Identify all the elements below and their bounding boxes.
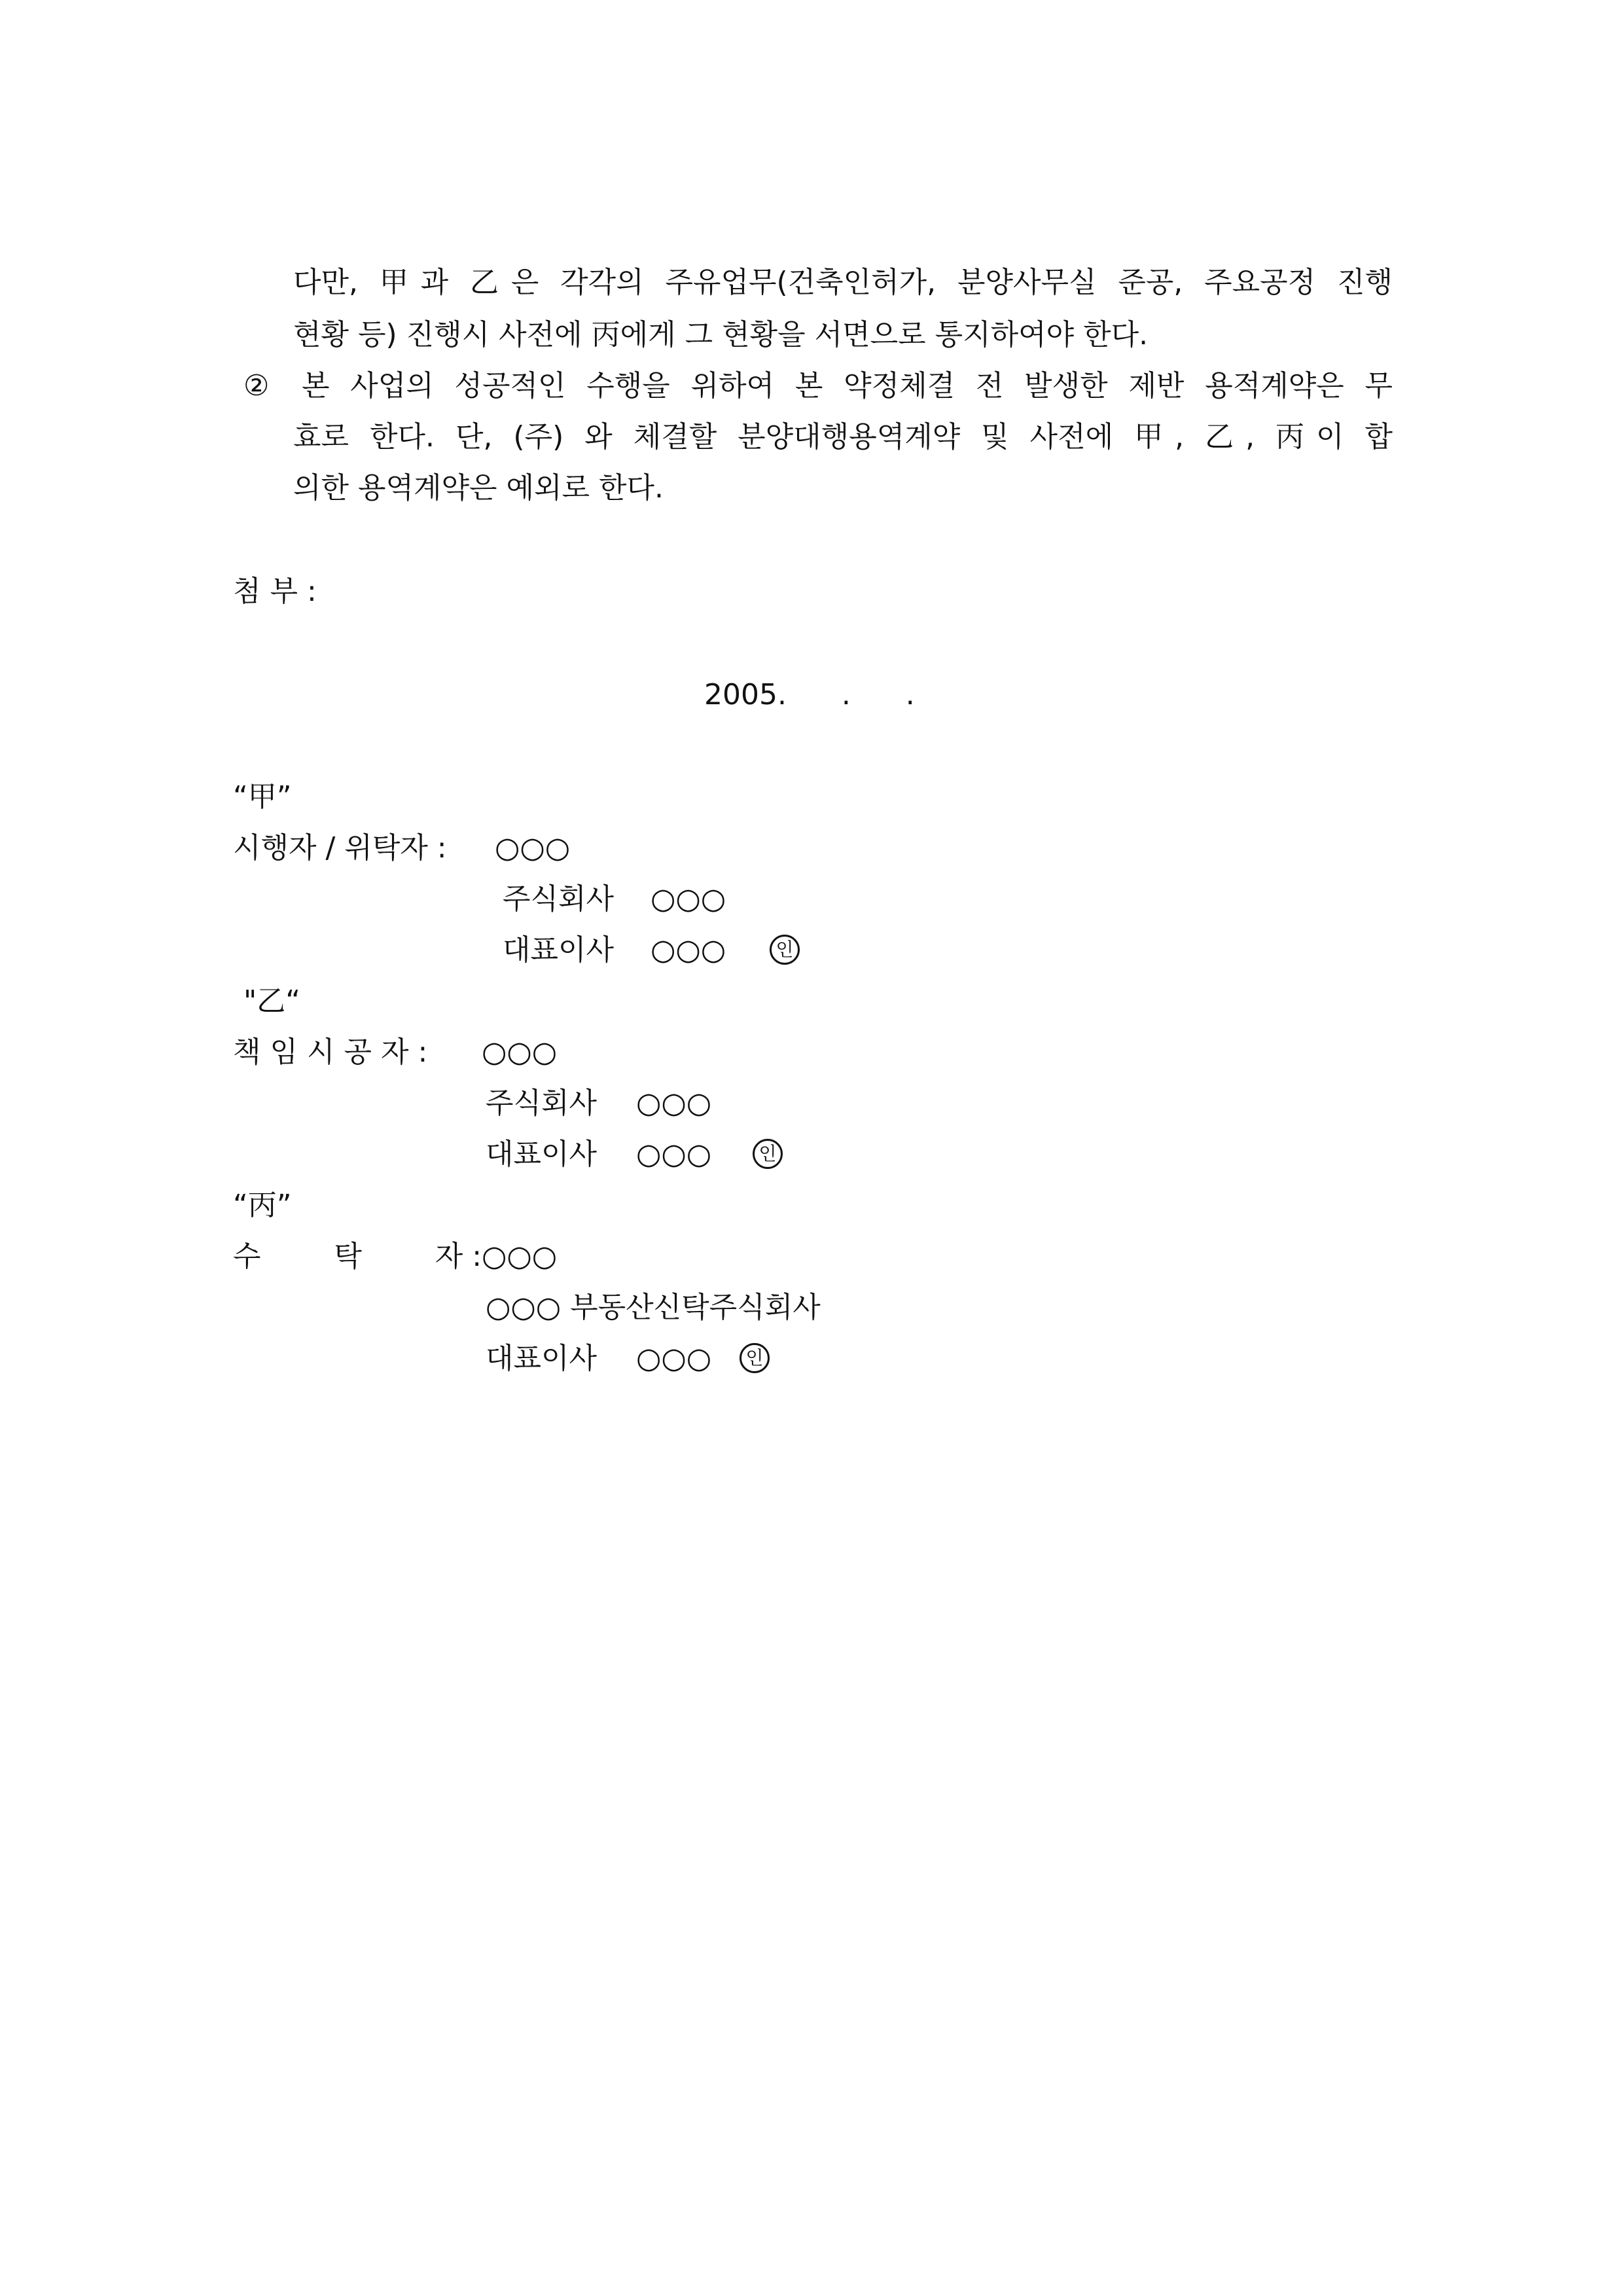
attachment-label: 첨 부 : [233, 575, 317, 608]
party-a-name: ○○○ [495, 831, 571, 865]
party-a-rep-label: 대표이사 [503, 933, 615, 967]
party-a-seal-icon: 인 [770, 935, 800, 965]
party-c-rep-name: ○○○ [636, 1342, 712, 1375]
party-a-company-name: ○○○ [651, 882, 726, 916]
body-line-4: 효로 한다. 단, (주) 와 체결할 분양대행용역계약 및 사전에 甲, 乙, 丙이 합 [293, 420, 1393, 454]
party-a-rep-name: ○○○ [651, 933, 726, 967]
body-line-2: 현황 등) 진행시 사전에 丙에게 그 현황을 서면으로 통지하여야 한다. [293, 318, 1149, 351]
party-a-role: 시행자 / 위탁자 : [233, 831, 447, 865]
party-b-company-name: ○○○ [636, 1086, 712, 1120]
body-line-3: ② 본 사업의 성공적인 수행을 위하여 본 약정체결 전 발생한 제반 용적계약은 무 [243, 369, 1393, 403]
party-c-name: ○○○ [482, 1240, 558, 1273]
contract-date: 2005. . . [704, 678, 915, 711]
party-b-rep-name: ○○○ [636, 1138, 712, 1171]
party-c-role: 수 탁 자 : [233, 1240, 482, 1273]
party-c-rep-label: 대표이사 [486, 1342, 597, 1375]
party-c-seal-icon: 인 [740, 1343, 770, 1373]
party-a-company-label: 주식회사 [503, 882, 615, 916]
party-b-name: ○○○ [482, 1035, 558, 1069]
party-b-rep-label: 대표이사 [486, 1138, 597, 1171]
party-b-role: 책 임 시 공 자 : [233, 1035, 428, 1069]
party-b-seal-icon: 인 [753, 1139, 783, 1169]
party-a-tag: “甲” [233, 780, 292, 814]
party-c-tag: “丙” [233, 1189, 292, 1222]
party-b-company-label: 주식회사 [486, 1086, 597, 1120]
party-b-tag: "乙“ [243, 984, 301, 1018]
party-c-company: ○○○ 부동산신탁주식회사 [486, 1291, 821, 1324]
body-line-5: 의한 용역계약은 예외로 한다. [293, 471, 664, 505]
body-line-1: 다만, 甲과 乙은 각각의 주유업무(건축인허가, 분양사무실 준공, 주요공정 진행 [293, 266, 1393, 299]
